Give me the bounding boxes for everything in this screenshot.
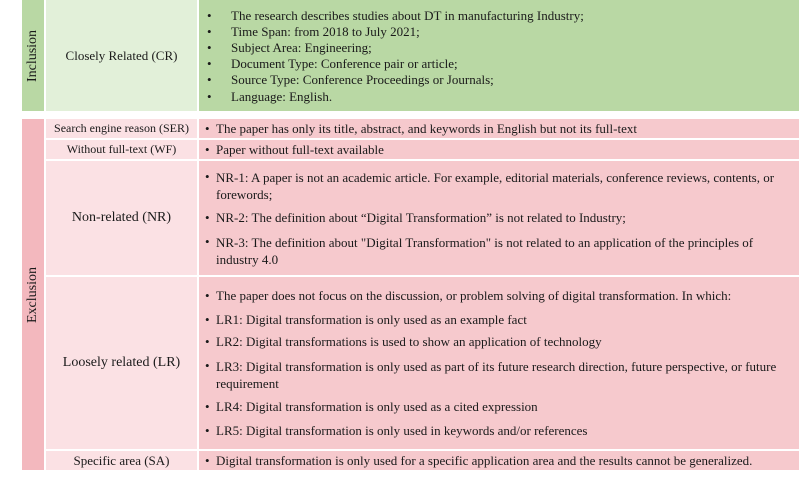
bullet-icon: • bbox=[205, 169, 210, 184]
bullet-icon: • bbox=[207, 72, 212, 87]
exclusion-criterion: The paper has only its title, abstract, and keywords in English but not its full-text bbox=[216, 121, 637, 136]
exclusion-criterion: LR1: Digital transformation is only used as an example fact bbox=[216, 312, 527, 327]
bullet-icon: • bbox=[205, 234, 210, 249]
bullet-icon: • bbox=[207, 8, 212, 23]
exclusion-category-cell bbox=[46, 161, 197, 275]
inclusion-criterion: Time Span: from 2018 to July 2021; bbox=[231, 24, 420, 39]
exclusion-criteria-cell bbox=[199, 119, 799, 138]
exclusion-category-wf: Without full-text (WF) bbox=[66, 142, 177, 156]
bullet-icon: • bbox=[207, 56, 212, 71]
exclusion-category-cell bbox=[46, 451, 197, 470]
exclusion-category-cell bbox=[46, 140, 197, 159]
inclusion-category: Closely Related (CR) bbox=[65, 47, 178, 63]
bullet-icon: • bbox=[207, 40, 212, 55]
inclusion-criterion: The research describes studies about DT in manufacturing Industry; bbox=[231, 8, 584, 23]
exclusion-criteria-cell bbox=[199, 140, 799, 159]
exclusion-label-cell bbox=[22, 119, 44, 470]
exclusion-criteria-cell bbox=[199, 277, 799, 449]
bullet-icon: • bbox=[205, 453, 210, 468]
bullet-icon: • bbox=[205, 121, 210, 136]
bullet-icon: • bbox=[205, 210, 210, 225]
bullet-icon: • bbox=[205, 288, 210, 303]
bullet-icon: • bbox=[207, 24, 212, 39]
exclusion-criterion: LR5: Digital transformation is only used in keywords and/or references bbox=[216, 423, 588, 438]
exclusion-category-lr: Loosely related (LR) bbox=[62, 355, 181, 370]
exclusion-criterion: NR-3: The definition about "Digital Transformation" is not related to an application of the principles of industry 4.0 bbox=[216, 235, 754, 267]
exclusion-criterion: Digital transformation is only used for a specific application area and the results cannot be generalized. bbox=[216, 453, 753, 468]
inclusion-criterion: Language: English. bbox=[231, 89, 333, 104]
bullet-icon: • bbox=[205, 334, 210, 349]
exclusion-category-cell bbox=[46, 277, 197, 449]
exclusion-criterion: Paper without full-text available bbox=[216, 142, 384, 157]
exclusion-criterion: LR3: Digital transformation is only used as part of its future research direction, future perspective, or future requirement bbox=[216, 359, 777, 391]
inclusion-category-cell bbox=[46, 0, 197, 111]
exclusion-criterion: LR2: Digital transformations is used to show an application of technology bbox=[216, 334, 602, 349]
inclusion-criterion: Subject Area: Engineering; bbox=[231, 40, 372, 55]
bullet-icon: • bbox=[205, 142, 210, 157]
inclusion-criteria-cell bbox=[199, 0, 799, 111]
inclusion-criterion: Document Type: Conference pair or article; bbox=[231, 56, 458, 71]
bullet-icon: • bbox=[205, 312, 210, 327]
exclusion-criteria-cell bbox=[199, 161, 799, 275]
exclusion-label: Exclusion bbox=[25, 266, 40, 323]
exclusion-criteria-cell bbox=[199, 451, 799, 470]
bullet-icon: • bbox=[205, 358, 210, 373]
inclusion-label: Inclusion bbox=[25, 29, 41, 82]
inclusion-criterion: Source Type: Conference Proceedings or Journals; bbox=[231, 72, 494, 87]
bullet-icon: • bbox=[207, 89, 212, 104]
bullet-icon: • bbox=[205, 399, 210, 414]
exclusion-criterion: NR-1: A paper is not an academic article. For example, editorial materials, conference reviews, contents, or forewords; bbox=[216, 170, 775, 202]
bullet-icon: • bbox=[205, 423, 210, 438]
exclusion-category-cell bbox=[46, 119, 197, 138]
exclusion-criterion: NR-2: The definition about “Digital Transformation” is not related to Industry; bbox=[216, 210, 626, 225]
inclusion-label-cell bbox=[22, 0, 44, 111]
exclusion-category-ser: Search engine reason (SER) bbox=[54, 121, 189, 135]
exclusion-category-nr: Non-related (NR) bbox=[71, 210, 172, 225]
exclusion-category-sa: Specific area (SA) bbox=[73, 452, 170, 468]
exclusion-criterion: The paper does not focus on the discussion, or problem solving of digital transformation. In which: bbox=[216, 288, 732, 303]
exclusion-criterion: LR4: Digital transformation is only used as a cited expression bbox=[216, 399, 538, 414]
